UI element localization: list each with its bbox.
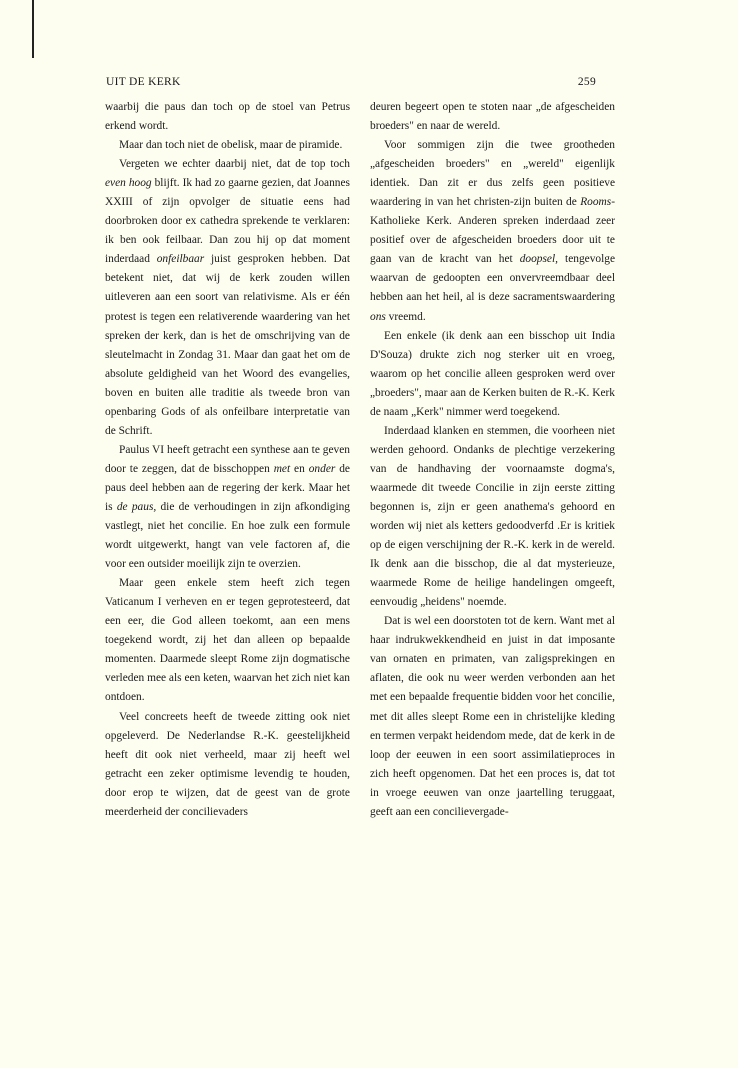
right-text-column — [370, 98, 615, 822]
paragraph: Maar geen enkele stem heeft zich tegen Vaticanum I verheven en er tegen geprotesteerd, dat een eer, die God alleen toekomt, aan een mens toegekend wordt, zij het dan alleen op bepaalde momenten. Daarmede sleept Rome zijn dogmatische verleden mee als een keten, waarvan het zich niet kan ontdoen. — [105, 577, 350, 704]
paragraph: Vergeten we echter daarbij niet, dat de top toch even hoog blijft. Ik had zo gaarne gezien, dat Joannes XXIII of zijn opvolger de situatie eens had doorbroken door ex cathedra sprekende te verklaren: ik ben ook feilbaar. Dan zou hij op dat moment inderdaad onfeilbaar juist gesproken hebben. Dat betekent niet, dat wij de kerk zouden willen uitleveren aan een soort van relativisme. Als er één protest is tegen een relativerende waardering van het spreken der kerk, dan is het de omschrijving van de sleutelmacht in Zondag 31. Maar dan gaat het om de absolute geldigheid van het Woord des evangelies, boven en buiten alle traditie als tweede bron van openbaring Gods of als onfeilbare interpretatie van de Schrift. — [105, 158, 351, 437]
italic-emphasis: de paus, — [116, 500, 157, 513]
running-title: UIT DE KERK — [106, 76, 181, 88]
italic-emphasis: even hoog — [105, 177, 152, 190]
paragraph: Inderdaad klanken en stemmen, die voorheen niet werden gehoord. Ondanks de plechtige verzekering van de handhaving der voornaamste dogma's, waarmede dit tweede Concilie in zijn eerste zitting begonnen is, zijn er geen anathema's gehoord en worden wij niet als ketters gedoodverfd .Er is kritiek op de eigen verschijning der R.-K. kerk in de wereld. Ik denk aan die bisschop, die al dat mysterieuze, waarmede Rome de heilige handelingen omgeeft, eenvoudig „heidens" noemde. — [370, 424, 615, 609]
paragraph: Een enkele (ik denk aan een bisschop uit India D'Souza) drukte zich nog sterker uit en vroeg, waarom op het concilie alleen gesproken werd over „broeders", maar aan de Kerken buiten de R.-K. Kerk de naam „Kerk" nimmer werd toegekend. — [370, 329, 615, 418]
paragraph: Voor sommigen zijn die twee grootheden „afgescheiden broeders" en „wereld" eigenlijk identiek. Dan zit er dus zelfs geen positieve waardering in van het christen-zijn buiten de Rooms-Katholieke Kerk. Anderen spreken inderdaad zeer positief over de afgescheiden broeders door uit te gaan van de kracht van het doopsel, tengevolge waarvan de gedoopten een onvervreemdbaar deel hebben aan het heil, al is deze sacramentswaardering ons vreemd. — [370, 139, 616, 323]
page-number: 259 — [577, 76, 596, 88]
paragraph: deuren begeert open te stoten naar „de afgescheiden broeders" en naar de wereld. — [370, 101, 615, 133]
italic-emphasis: Rooms — [580, 196, 612, 209]
left-text-column — [105, 98, 350, 822]
paragraph: Dat is wel een doorstoten tot de kern. Want met al haar indrukwekkendheid en juist in dat imposante van ornaten en primaten, van zaligsprekingen en aflaten, die ook nu weer werden verbonden aan het met een bepaalde frequentie bidden voor het concilie, met dit alles sleept Rome een in christelijke kleding en termen verpakt heidendom mede, dat de kerk in de loop der eeuwen in een soort assimilatieproces in zich heeft opgenomen. Dat het een proces is, dat tot in vroege eeuwen van onze jaartelling teruggaat, geeft aan een concilievergade- — [370, 615, 615, 818]
italic-emphasis: met — [273, 462, 291, 475]
page-edge-line — [32, 0, 34, 58]
paragraph: Veel concreets heeft de tweede zitting ook niet opgeleverd. De Nederlandse R.-K. geestelijkheid heeft dit ook niet verheeld, maar zij heeft wel getracht een zeker optimisme levendig te houden, door erop te wijzen, dat de geest van de grote meerderheid der concilievaders — [105, 710, 350, 818]
italic-emphasis: onder — [308, 462, 336, 475]
italic-emphasis: doopsel, — [519, 253, 558, 266]
paragraph: Maar dan toch niet de obelisk, maar de piramide. — [119, 139, 343, 152]
italic-emphasis: ons — [370, 310, 386, 323]
paragraph: waarbij die paus dan toch op de stoel van Petrus erkend wordt. — [105, 101, 350, 133]
italic-emphasis: onfeilbaar — [156, 253, 205, 266]
paragraph: Paulus VI heeft getracht een synthese aan te geven door te zeggen, dat de bisschoppen met en onder de paus deel hebben aan de regering der kerk. Maar het is de paus, die de verhoudingen in zijn afkondiging vastlegt, niet het concilie. En hoe zulk een formule wordt uitgewerkt, hangt van vele factoren af, die voor een outsider moeilijk zijn te overzien. — [105, 443, 351, 571]
